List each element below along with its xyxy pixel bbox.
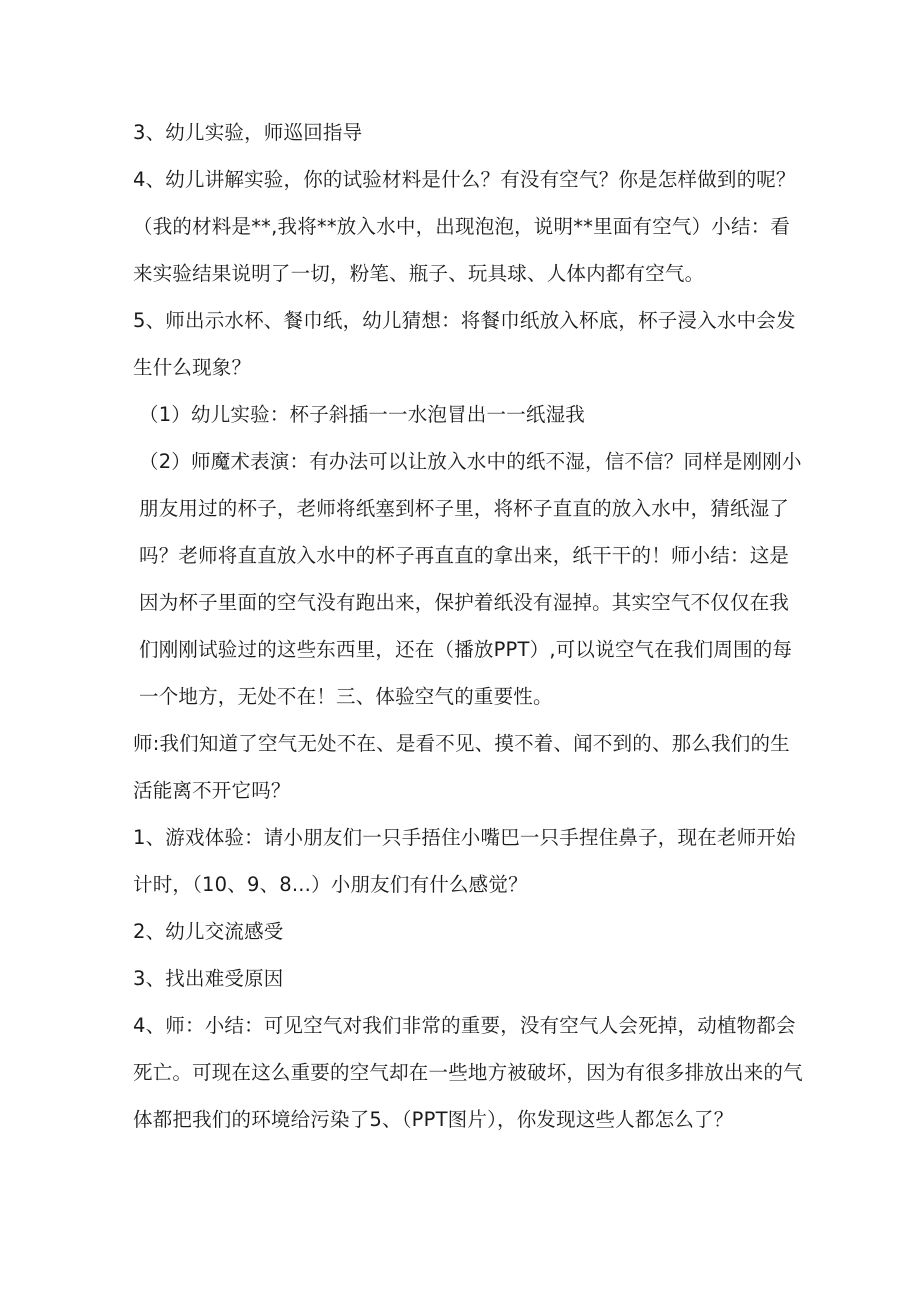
paragraph-step-5: 5、师出示水杯、餐巾纸，幼儿猜想：将餐巾纸放入杯底，杯子浸入水中会发生什么现象？ [133, 309, 796, 379]
paragraph-game-step-4: 4、师：小结：可见空气对我们非常的重要，没有空气人会死掉，动植物都会死亡。可现在这么重要的空气却在一些地方被破坏，因为有很多排放出来的气体都把我们的环境给污染了5、（PPT图片），你发现这些人都怎么了？ [133, 1014, 803, 1131]
paragraph-game-step-1: 1、游戏体验：请小朋友们一只手捂住小嘴巴一只手捏住鼻子，现在老师开始计时，（10、9、8...）小朋友们有什么感觉？ [133, 826, 796, 896]
paragraph-teacher-question: 师:我们知道了空气无处不在、是看不见、摸不着、闻不到的、那么我们的生活能离不开它吗？ [133, 732, 790, 802]
paragraph-substep-1: （1）幼儿实验：杯子斜插一一水泡冒出一一纸湿我 [139, 403, 586, 426]
document-body [133, 109, 803, 1143]
paragraph-step-3: 3、幼儿实验，师巡回指导 [133, 121, 363, 144]
paragraph-substep-2: （2）师魔术表演：有办法可以让放入水中的纸不湿，信不信？同样是刚刚小朋友用过的杯子，老师将纸塞到杯子里，将杯子直直的放入水中，猜纸湿了吗？老师将直直放入水中的杯子再直直的拿出来，纸干干的！师小结：这是因为杯子里面的空气没有跑出来，保护着纸没有湿掉。其实空气不仅仅在我们刚刚试验过的这些东西里，还在（播放PPT）,可以说空气在我们周围的每一个地方，无处不在！三、体验空气的重要性。 [139, 450, 802, 708]
paragraph-game-step-3: 3、找出难受原因 [133, 967, 284, 990]
paragraph-game-step-2: 2、幼儿交流感受 [133, 920, 284, 943]
paragraph-step-4: 4、幼儿讲解实验，你的试验材料是什么？有没有空气？你是怎样做到的呢？（我的材料是**,我将**放入水中，出现泡泡，说明**里面有空气）小结：看来实验结果说明了一切，粉笔、瓶子、玩具球、人体内都有空气。 [133, 168, 796, 285]
